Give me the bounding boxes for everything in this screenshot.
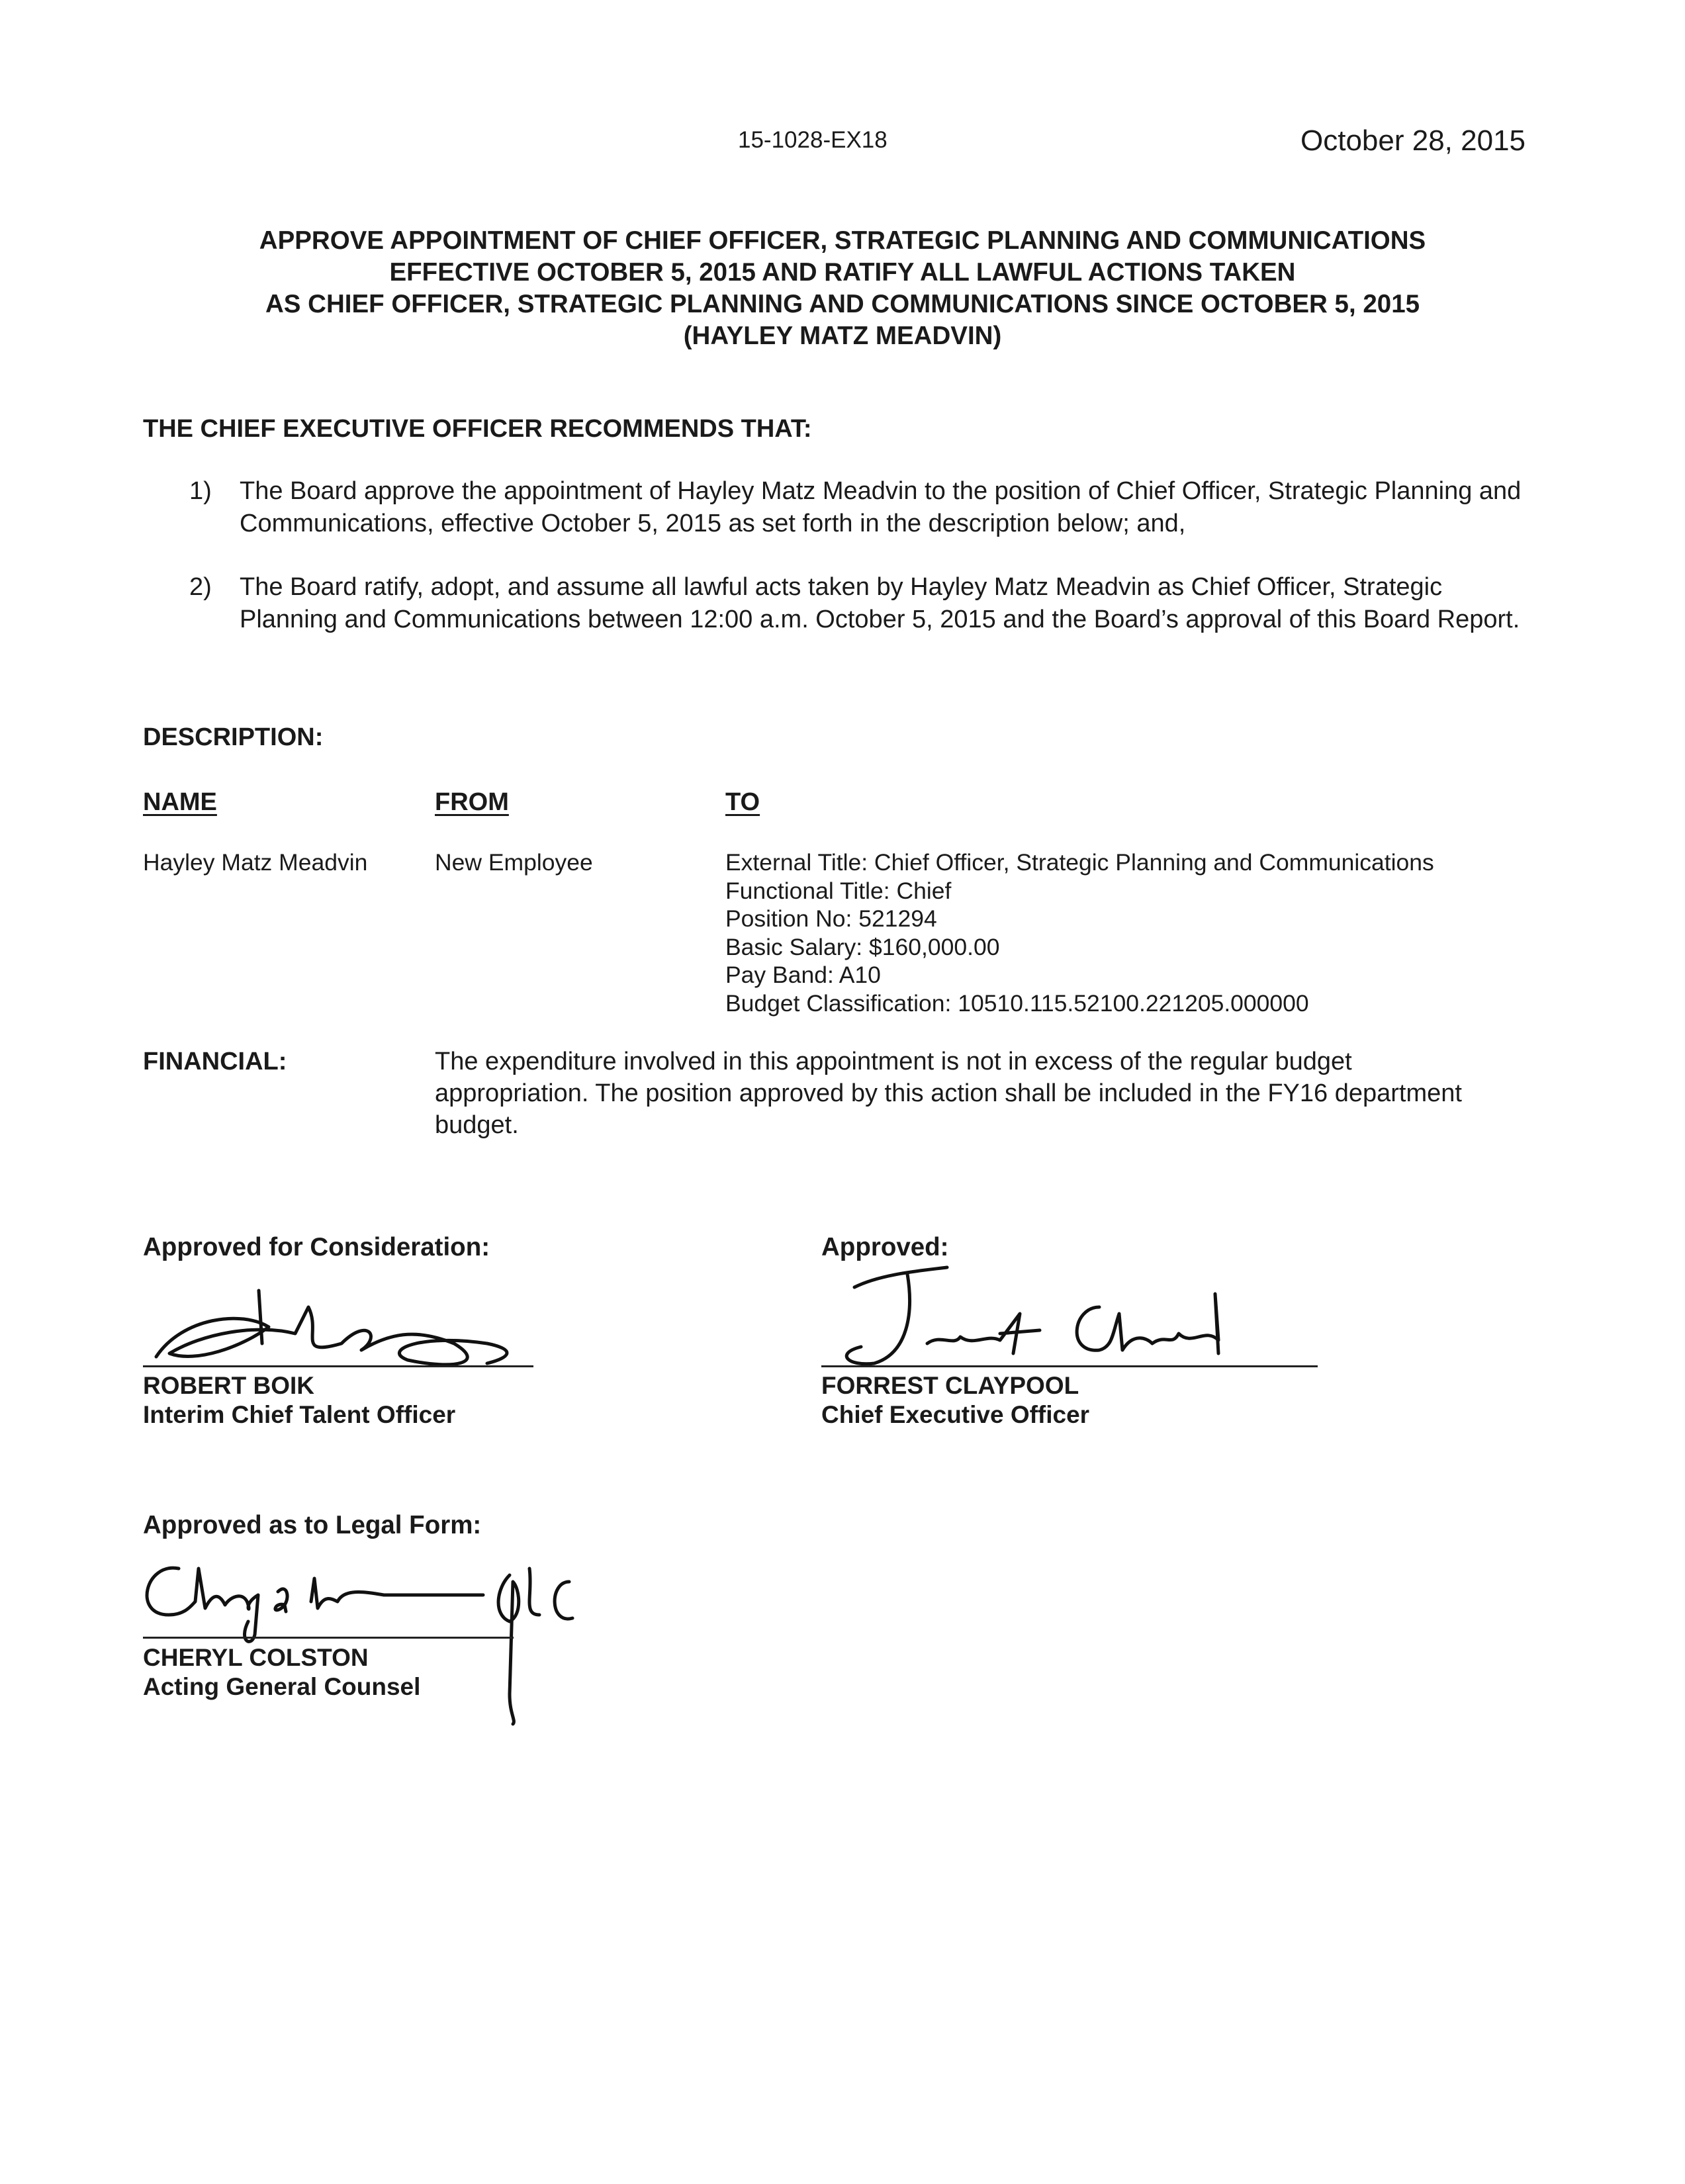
item-number: 1) bbox=[189, 477, 212, 505]
consideration-label: Approved for Consideration: bbox=[143, 1233, 490, 1261]
title-line: AS CHIEF OFFICER, STRATEGIC PLANNING AND COMMUNICATIONS SINCE OCTOBER 5, 2015 bbox=[265, 290, 1420, 318]
document-number: 15-1028-EX18 bbox=[738, 127, 888, 153]
recommendation-item bbox=[189, 571, 1546, 636]
signatory-title: Interim Chief Talent Officer bbox=[143, 1401, 456, 1428]
signature-cheryl-colston bbox=[132, 1542, 609, 1741]
item-number: 2) bbox=[189, 573, 212, 601]
description-heading: DESCRIPTION: bbox=[143, 723, 324, 751]
financial-heading: FINANCIAL: bbox=[143, 1048, 287, 1075]
signatory-name: ROBERT BOIK bbox=[143, 1372, 314, 1399]
recommendation-heading: THE CHIEF EXECUTIVE OFFICER RECOMMENDS THAT: bbox=[143, 415, 812, 443]
item-text: The Board approve the appointment of Hayley Matz Meadvin to the position of Chief Officer, Strategic Planning and Communications, effective October 5, 2015 as set forth in the description below; and, bbox=[240, 477, 1522, 537]
document-date: October 28, 2015 bbox=[1300, 124, 1526, 157]
consideration-signatory bbox=[143, 1371, 455, 1430]
legal-form-label: Approved as to Legal Form: bbox=[143, 1511, 482, 1539]
signatory-title: Chief Executive Officer bbox=[821, 1401, 1090, 1428]
employee-to bbox=[725, 848, 1434, 1017]
approved-label: Approved: bbox=[821, 1233, 949, 1261]
external-title: External Title: Chief Officer, Strategic Planning and Communications bbox=[725, 849, 1434, 876]
budget-classification: Budget Classification: 10510.115.52100.221205.000000 bbox=[725, 989, 1309, 1017]
item-text: The Board ratify, adopt, and assume all lawful acts taken by Hayley Matz Meadvin as Chief Officer, Strategic Planning and Communications between 12:00 a.m. October 5, 2015 and the Board’s approval of this Board Report. bbox=[240, 573, 1520, 633]
recommendation-list bbox=[189, 475, 1546, 667]
financial-text: The expenditure involved in this appointment is not in excess of the regular budget appropriation. The position approved by this action shall be included in the FY16 department budget. bbox=[435, 1048, 1462, 1139]
employee-name: Hayley Matz Meadvin bbox=[143, 849, 368, 876]
position-number: Position No: 521294 bbox=[725, 905, 937, 932]
column-header-name: NAME bbox=[143, 788, 217, 816]
signature-line bbox=[821, 1365, 1318, 1367]
recommendation-item bbox=[189, 475, 1546, 540]
title-line: EFFECTIVE OCTOBER 5, 2015 AND RATIFY ALL LAWFUL ACTIONS TAKEN bbox=[389, 258, 1296, 287]
column-header-from: FROM bbox=[435, 788, 509, 816]
signatory-name: CHERYL COLSTON bbox=[143, 1644, 369, 1671]
column-header-to: TO bbox=[725, 788, 760, 816]
title-line: APPROVE APPOINTMENT OF CHIEF OFFICER, STRATEGIC PLANNING AND COMMUNICATIONS bbox=[259, 226, 1426, 255]
approved-signatory bbox=[821, 1371, 1089, 1430]
signature-line bbox=[143, 1365, 533, 1367]
basic-salary: Basic Salary: $160,000.00 bbox=[725, 933, 1000, 960]
legal-signatory bbox=[143, 1643, 420, 1702]
signatory-name: FORREST CLAYPOOL bbox=[821, 1372, 1079, 1399]
pay-band: Pay Band: A10 bbox=[725, 962, 881, 988]
functional-title: Functional Title: Chief bbox=[725, 877, 952, 904]
employee-from: New Employee bbox=[435, 849, 593, 876]
report-title bbox=[99, 225, 1586, 352]
signatory-title: Acting General Counsel bbox=[143, 1673, 421, 1700]
signature-line bbox=[143, 1637, 514, 1639]
title-line: (HAYLEY MATZ MEADVIN) bbox=[683, 322, 1002, 350]
